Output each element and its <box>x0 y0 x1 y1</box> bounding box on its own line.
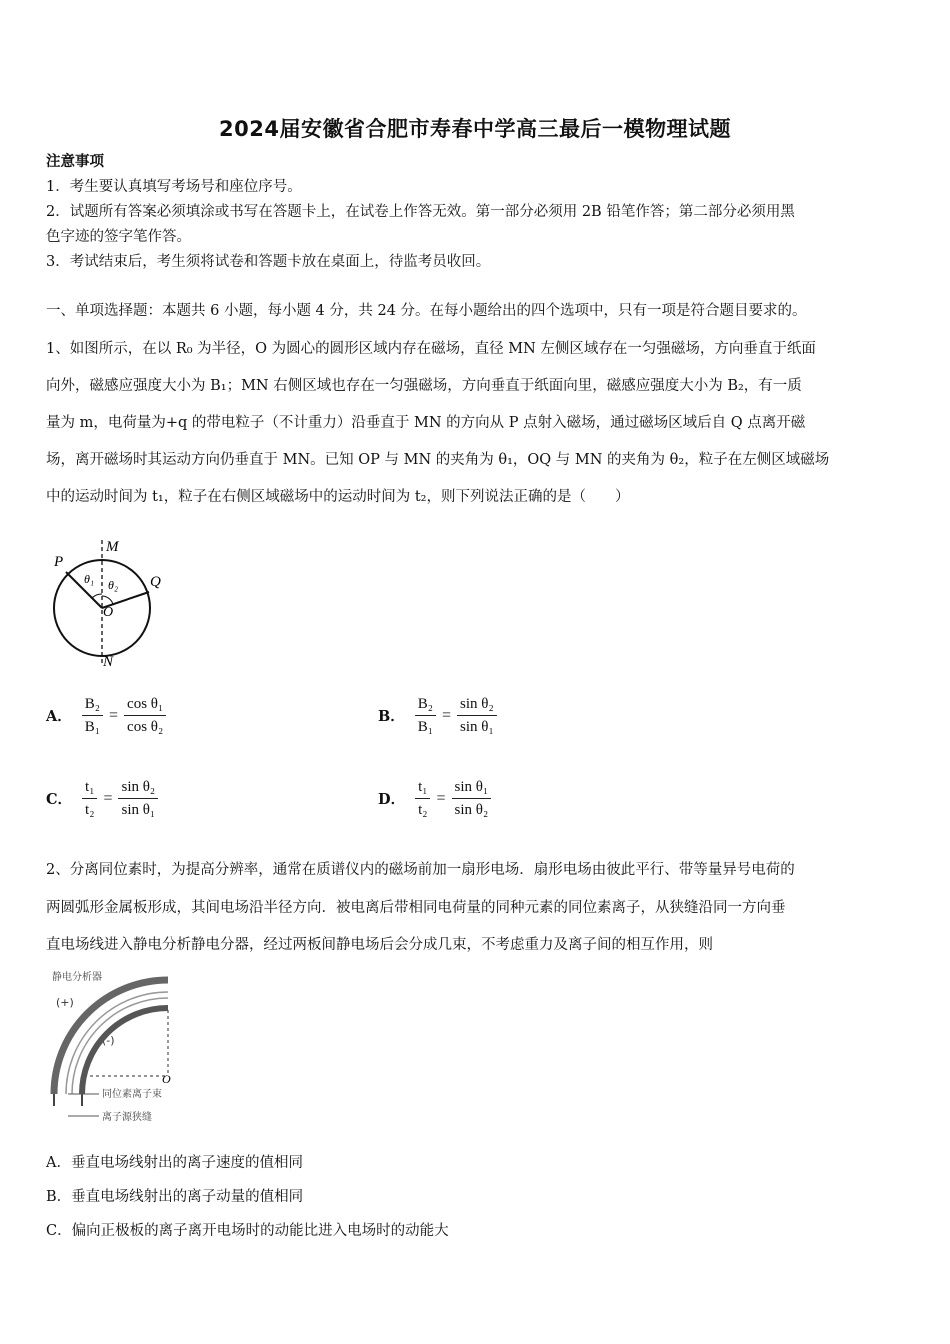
fraction-denominator: t₂ <box>418 802 428 818</box>
fraction-numerator: t₁ <box>82 777 97 799</box>
notice-item: 色字迹的签字笔作答。 <box>46 229 191 245</box>
question-2-line: 2、分离同位素时，为提高分辨率，通常在质谱仪内的磁场前加一扇形电场．扇形电场由彼此平行、带等量异号电荷的 <box>46 862 795 878</box>
formula <box>415 777 491 820</box>
fraction-numerator: cos θ₁ <box>124 694 166 716</box>
label-m: M <box>106 539 119 555</box>
fraction-numerator: B₂ <box>415 694 436 716</box>
label-ion-source-slit: 离子源狭缝 <box>102 1112 152 1123</box>
circle-magnetic-field-figure <box>46 530 176 675</box>
equals-sign: = <box>442 706 452 724</box>
angle-arc-1 <box>92 594 102 598</box>
equals-sign: = <box>436 789 446 807</box>
label-q: Q <box>150 574 161 590</box>
label-positive-plate: (+) <box>56 996 74 1009</box>
label-n: N <box>103 654 114 670</box>
fraction-numerator: B₂ <box>82 694 103 716</box>
label-center-o: O <box>162 1072 171 1086</box>
fraction-denominator: sin θ₁ <box>460 719 494 735</box>
question-2-line: 直电场线进入静电分析静电分器，经过两板间静电场后会分成几束，不考虑重力及离子间的相互作用，则 <box>46 937 713 953</box>
option-c[interactable] <box>46 777 158 820</box>
fraction-denominator: B₁ <box>417 719 433 735</box>
question-1-line: 1、如图所示，在以 R₀ 为半径，O 为圆心的圆形区域内存在磁场，直径 MN 左侧区域存在一匀强磁场，方向垂直于纸面 <box>46 341 816 357</box>
label-analyzer: 静电分析器 <box>52 972 102 983</box>
question-2-line: 两圆弧形金属板形成，其间电场沿半径方向．被电离后带相同电荷量的同种元素的同位素离子，从狭缝沿同一方向垂 <box>46 900 786 916</box>
fraction-denominator: t₂ <box>85 802 95 818</box>
angle-arc-2 <box>102 596 113 604</box>
label-o: O <box>103 605 114 620</box>
electrostatic-analyzer-figure <box>44 966 194 1136</box>
label-theta1: θ₁ <box>84 572 95 586</box>
option-b[interactable] <box>378 694 497 737</box>
formula <box>415 694 497 737</box>
option-a[interactable] <box>46 694 166 737</box>
formula <box>82 777 158 820</box>
option-b[interactable]: B．垂直电场线射出的离子动量的值相同 <box>46 1189 304 1205</box>
fraction-numerator: sin θ₂ <box>118 777 158 799</box>
question-1-line: 向外，磁感应强度大小为 B₁；MN 右侧区域也存在一匀强磁场，方向垂直于纸面向里，磁感应强度大小为 B₂，有一质 <box>46 378 802 394</box>
negative-plate <box>82 1008 168 1094</box>
fraction-denominator: cos θ₂ <box>127 719 164 735</box>
label-ion-beam: 同位素离子束 <box>102 1089 162 1100</box>
formula <box>82 694 166 737</box>
label-p: P <box>54 554 64 570</box>
option-a[interactable]: A．垂直电场线射出的离子速度的值相同 <box>46 1155 303 1171</box>
fraction-numerator: sin θ₁ <box>452 777 492 799</box>
notice-item: 1．考生要认真填写考场号和座位序号。 <box>46 179 302 195</box>
question-1-line: 中的运动时间为 t₁，粒子在右侧区域磁场中的运动时间为 t₂，则下列说法正确的是（ ） <box>46 489 630 505</box>
question-1-line: 量为 m，电荷量为+q 的带电粒子（不计重力）沿垂直于 MN 的方向从 P 点射入磁场，通过磁场区域后自 Q 点离开磁 <box>46 415 806 431</box>
equals-sign: = <box>109 706 119 724</box>
option-d[interactable] <box>378 777 491 820</box>
option-letter: A． <box>46 708 72 725</box>
option-letter: B． <box>378 708 405 725</box>
fraction-denominator: sin θ₂ <box>454 802 489 818</box>
page-title: 2024届安徽省合肥市寿春中学高三最后一模物理试题 <box>219 117 731 141</box>
notice-item: 3．考试结束后，考生须将试卷和答题卡放在桌面上，待监考员收回。 <box>46 254 491 270</box>
fraction-numerator: sin θ₂ <box>457 694 497 716</box>
section-heading: 一、单项选择题：本题共 6 小题，每小题 4 分，共 24 分。在每小题给出的四个选项中，只有一项是符合题目要求的。 <box>46 303 807 319</box>
fraction-denominator: sin θ₁ <box>121 802 156 818</box>
label-negative-plate: (-) <box>102 1034 115 1047</box>
notice-heading: 注意事项 <box>46 153 104 170</box>
fraction-denominator: B₁ <box>84 719 100 735</box>
notice-item: 2．试题所有答案必须填涂或书写在答题卡上，在试卷上作答无效。第一部分必须用 2B 铅笔作答；第二部分必须用黑 <box>46 204 795 220</box>
option-letter: D． <box>378 791 406 808</box>
equals-sign: = <box>103 789 113 807</box>
fraction-numerator: t₁ <box>415 777 430 799</box>
option-c[interactable]: C．偏向正极板的离子离开电场时的动能比进入电场时的动能大 <box>46 1223 449 1239</box>
option-letter: C． <box>46 791 73 808</box>
label-theta2: θ₂ <box>108 578 119 592</box>
question-1-line: 场，离开磁场时其运动方向仍垂直于 MN。已知 OP 与 MN 的夹角为 θ₁，OQ 与 MN 的夹角为 θ₂，粒子在左侧区域磁场 <box>46 452 830 468</box>
